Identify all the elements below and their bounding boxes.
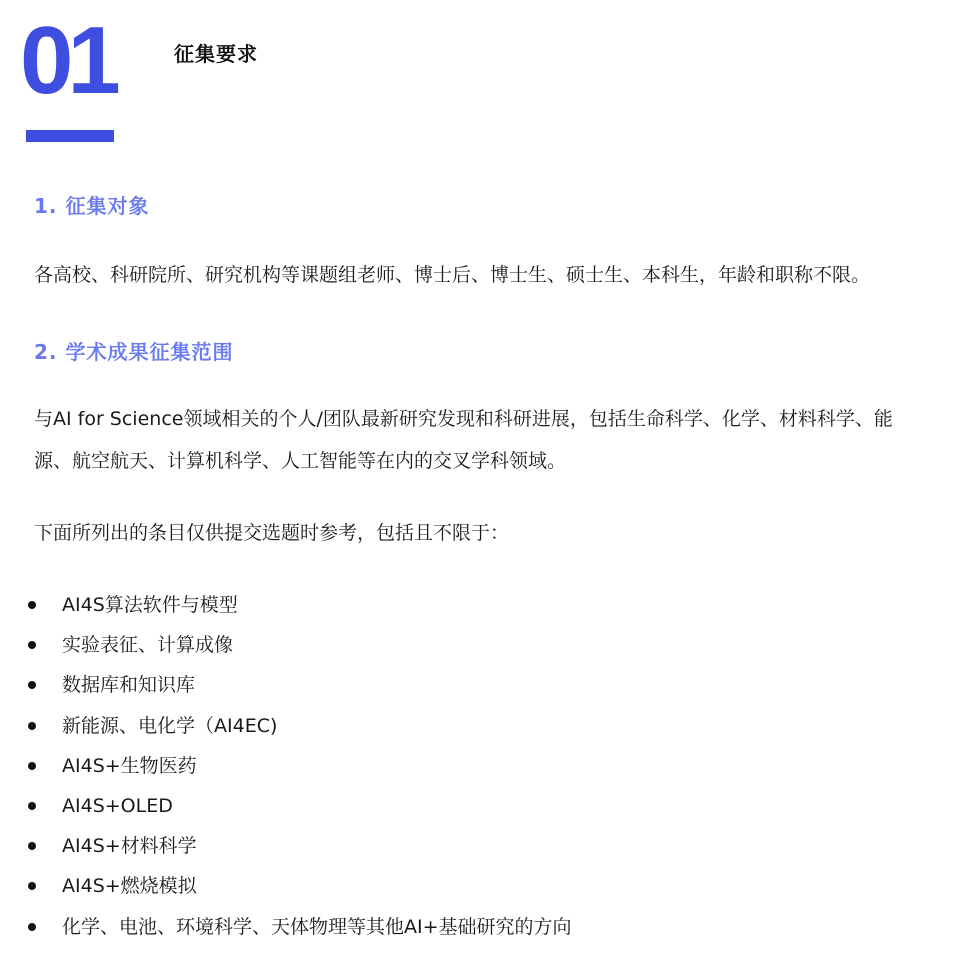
list-item [26, 746, 572, 786]
target-audience-text: 各高校、科研院所、研究机构等课题组老师、博士后、博士生、硕士生、本科生，年龄和职称不限。 [34, 264, 871, 286]
subsection-heading-scope: 2. 学术成果征集范围 [34, 340, 234, 364]
bullet-icon [28, 762, 36, 770]
list-item [26, 826, 572, 866]
list-item-label: AI4S算法软件与模型 [62, 594, 238, 616]
list-item [26, 866, 572, 906]
list-item-label: AI4S+材料科学 [62, 835, 197, 858]
scope-list-intro: 下面所列出的条目仅供提交选题时参考，包括且不限于： [34, 522, 510, 544]
list-item-label: AI4S+OLED [62, 794, 173, 817]
list-item [26, 907, 572, 947]
bullet-icon [28, 882, 36, 890]
topic-list [26, 585, 572, 947]
list-item [26, 706, 572, 746]
subsection-heading-target-audience: 1. 征集对象 [34, 194, 150, 218]
bullet-icon [28, 681, 36, 689]
bullet-icon [28, 601, 36, 609]
list-item-label: AI4S+燃烧模拟 [62, 875, 197, 898]
bullet-icon [28, 722, 36, 730]
section-number: 01 [20, 7, 115, 114]
list-item [26, 625, 572, 665]
bullet-icon [28, 802, 36, 810]
section-title: 征集要求 [174, 42, 258, 66]
list-item-label: 数据库和知识库 [62, 674, 196, 697]
scope-text: 与AI for Science领域相关的个人/团队最新研究发现和科研进展，包括生命科学、化学、材料科学、能源、航空航天、计算机科学、人工智能等在内的交叉学科领域。 [34, 408, 893, 472]
list-item-label: 化学、电池、环境科学、天体物理等其他AI+基础研究的方向 [62, 915, 572, 938]
section-number-underline [26, 130, 114, 142]
bullet-icon [28, 842, 36, 850]
list-item-label: 新能源、电化学（AI4EC) [62, 714, 278, 737]
list-item-label: AI4S+生物医药 [62, 754, 197, 777]
bullet-icon [28, 641, 36, 649]
list-item [26, 786, 572, 826]
list-item [26, 585, 572, 625]
list-item [26, 665, 572, 705]
bullet-icon [28, 923, 36, 931]
list-item-label: 实验表征、计算成像 [62, 634, 234, 657]
